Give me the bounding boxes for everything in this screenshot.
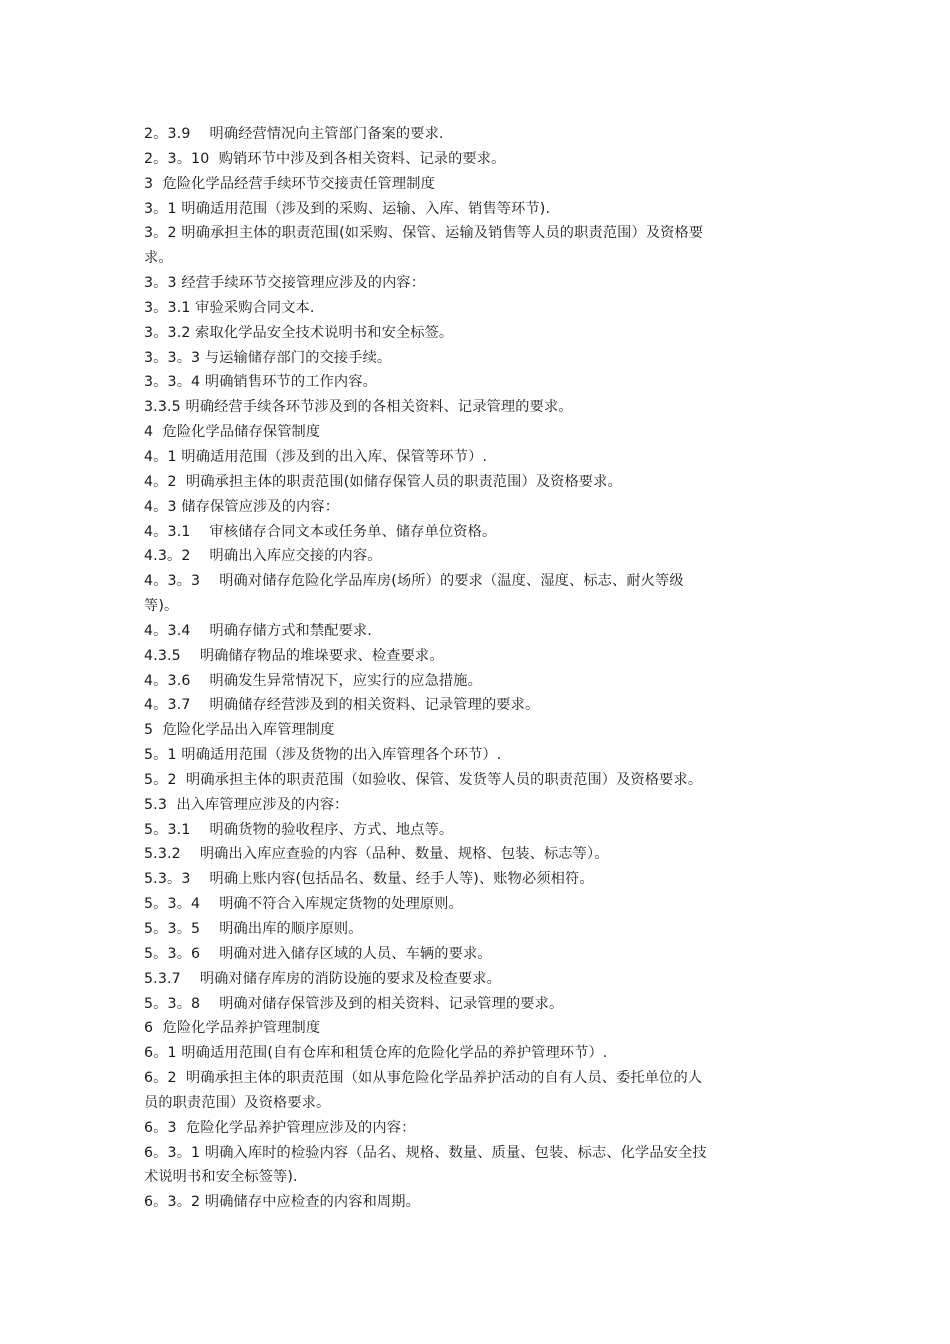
text-line: 求。 — [144, 250, 173, 267]
text-line: 4。2 明确承担主体的职责范围(如储存保管人员的职责范围）及资格要求。 — [144, 473, 622, 490]
text-line: 5.3.2 明确出入库应查验的内容（品种、数量、规格、包装、标志等）。 — [144, 846, 609, 863]
text-line: 5。2 明确承担主体的职责范围（如验收、保管、发货等人员的职责范围）及资格要求。 — [144, 771, 703, 788]
document-body — [144, 122, 804, 1215]
section-heading: 6 危险化学品养护管理制度 — [144, 1020, 321, 1037]
text-line: 6。3。2 明确储存中应检查的内容和周期。 — [144, 1194, 420, 1211]
text-line: 6。3。1 明确入库时的检验内容（品名、规格、数量、质量、包装、标志、化学品安全技 — [144, 1144, 707, 1161]
section-heading: 4 危险化学品储存保管制度 — [144, 424, 321, 441]
text-line: 5。3。6 明确对进入储存区域的人员、车辆的要求。 — [144, 945, 492, 962]
text-line: 4。3.6 明确发生异常情况下，应实行的应急措施。 — [144, 672, 482, 689]
text-line: 4。3。3 明确对储存危险化学品库房(场所）的要求（温度、湿度、标志、耐火等级 — [144, 573, 684, 590]
text-line: 5.3 出入库管理应涉及的内容： — [144, 796, 349, 813]
text-line: 3。3 经营手续环节交接管理应涉及的内容： — [144, 275, 426, 292]
text-line: 6。3 危险化学品养护管理应涉及的内容： — [144, 1119, 416, 1136]
text-line: 3。3。3 与运输储存部门的交接手续。 — [144, 349, 392, 366]
text-line: 术说明书和安全标签等). — [144, 1169, 298, 1186]
text-line: 5。3.1 明确货物的验收程序、方式、地点等。 — [144, 821, 454, 838]
text-line: 5.3.7 明确对储存库房的消防设施的要求及检查要求。 — [144, 970, 501, 987]
text-line: 3。3.2 索取化学品安全技术说明书和安全标签。 — [144, 324, 454, 341]
text-line: 5。3。4 明确不符合入库规定货物的处理原则。 — [144, 896, 463, 913]
text-line: 等)。 — [144, 598, 179, 615]
text-line: 4。1 明确适用范围（涉及到的出入库、保管等环节）. — [144, 448, 488, 465]
text-line: 4.3。2 明确出入库应交接的内容。 — [144, 548, 382, 565]
text-line: 5。3。5 明确出库的顺序原则。 — [144, 921, 363, 937]
text-line: 3.3.5 明确经营手续各环节涉及到的各相关资料、记录管理的要求。 — [144, 399, 573, 416]
text-line: 3。3.1 审验采购合同文本. — [144, 299, 315, 316]
text-line: 4。3 储存保管应涉及的内容： — [144, 498, 340, 515]
text-line: 5。3。8 明确对储存保管涉及到的相关资料、记录管理的要求。 — [144, 995, 564, 1012]
text-line: 5.3。3 明确上账内容(包括品名、数量、经手人等)、账物必须相符。 — [144, 871, 594, 888]
text-line: 4。3.1 审核储存合同文本或任务单、储存单位资格。 — [144, 523, 497, 540]
text-line: 3。2 明确承担主体的职责范围(如采购、保管、运输及销售等人员的职责范围）及资格要 — [144, 225, 704, 242]
text-line: 3。1 明确适用范围（涉及到的采购、运输、入库、销售等环节). — [144, 200, 551, 217]
text-line: 4。3.4 明确存储方式和禁配要求. — [144, 622, 372, 639]
section-heading: 3 危险化学品经营手续环节交接责任管理制度 — [144, 175, 435, 192]
text-line: 2。3。10 购销环节中涉及到各相关资料、记录的要求。 — [144, 150, 506, 167]
text-line: 6。2 明确承担主体的职责范围（如从事危险化学品养护活动的自有人员、委托单位的人 — [144, 1070, 703, 1087]
text-line: 3。3。4 明确销售环节的工作内容。 — [144, 374, 377, 391]
text-line: 2。3.9 明确经营情况向主管部门备案的要求. — [144, 126, 444, 142]
section-heading: 5 危险化学品出入库管理制度 — [144, 722, 335, 739]
text-line: 6。1 明确适用范围(自有仓库和租赁仓库的危险化学品的养护管理环节）. — [144, 1045, 608, 1062]
text-line: 4.3.5 明确储存物品的堆垛要求、检查要求。 — [144, 647, 444, 664]
text-line: 5。1 明确适用范围（涉及货物的出入库管理各个环节）. — [144, 747, 502, 764]
text-line: 员的职责范围）及资格要求。 — [144, 1094, 331, 1111]
text-line: 4。3.7 明确储存经营涉及到的相关资料、记录管理的要求。 — [144, 697, 540, 714]
